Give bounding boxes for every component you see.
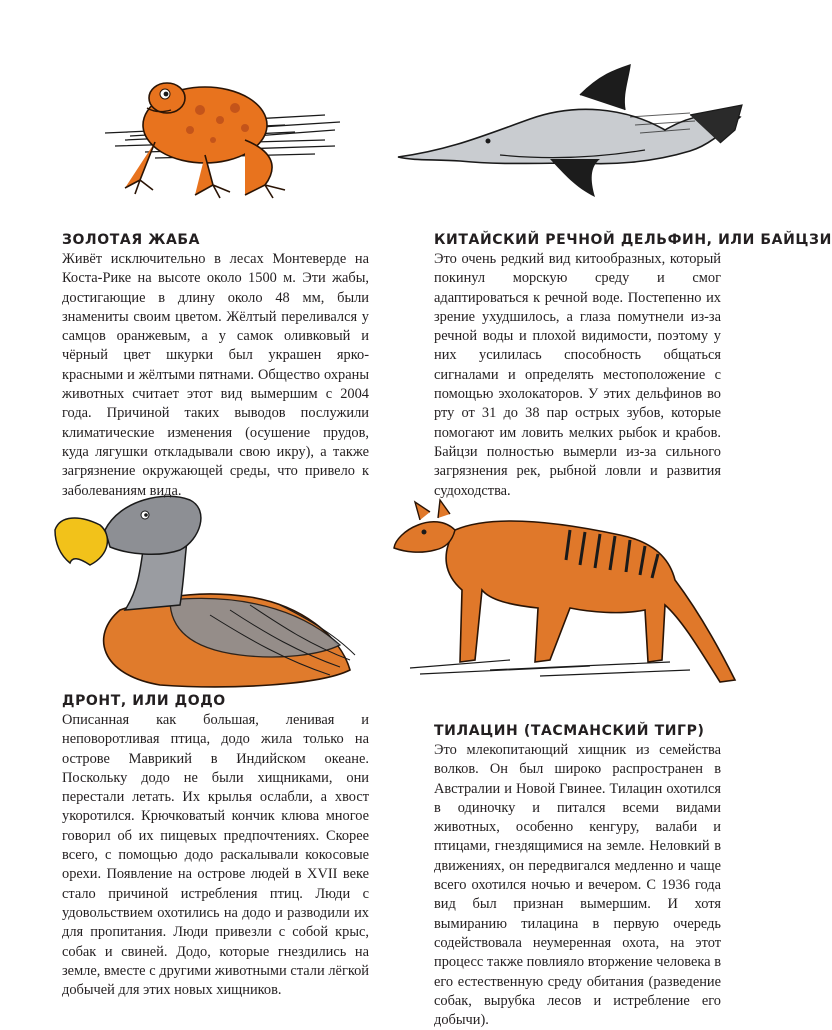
golden-toad-illustration: [95, 70, 365, 205]
article-body: Живёт исключительно в лесах Монтеверде на Коста-Рике на высоте около 1500 м. Эти жабы, достигающие в длину около 48 мм, были знамениты своим цветом. Жёлтый переливался у самцов оранжевым, а у самок оливковый и чёрный цвет шкурки был украшен ярко-красными и жёлтыми пятнами. Общество охраны животных считает этот вид вымершим с 2004 года. Причиной таких выводов послужили климатические изменения (осушение прудов, куда лягушки откладывали свою икру), а также загрязнение окружающей среды, что привело к заболеваниям вида.: [62, 251, 369, 499]
article-title: ДРОНТ, ИЛИ ДОДО: [62, 693, 226, 709]
article-body: Это млекопитающий хищник из семейства волков. Он был широко распространен в Австралии и Новой Гвинее. Тилацин охотился в одиночку и питался всеми видами животных, особенно кенгуру, валаби и птицами, гнездящимися на земле. Неловкий в движениях, он передвигался медленно и чаще всего охотился ночью и вечером. С 1936 года вид был признан вымершим. И хотя вымиранию тилацина в первую очередь содействовала неумеренная охота, на этот процесс также повлияло вторжение человека в его естественную среду обитания (разведение собак, вырубка лесов и истребление его добычи).: [434, 742, 721, 1029]
article-body: Описанная как большая, ленивая и неповоротливая птица, додо жила только на острове Маврикий в Индийском океане. Поскольку додо не были хищниками, они перестали летать. Их крылья ослабли, а хвост укоротился. Крючковатый кончик клюва многое говорил об их пищевых предпочтениях. Скорее всего, с помощью додо раскалывали кокосовые орехи. Появление на острове людей в XVII веке стало причиной истребления птиц. Люди с удовольствием охотились на додо и разводили их для пропитания. Люди привезли с собой крыс, собак и свиней. Додо, которые гнездились на земле, вместе с другими животными стали лёгкой добычей для этих новых хищников.: [62, 712, 369, 999]
article-dodo: [62, 693, 369, 1000]
article-golden-toad: [62, 232, 369, 501]
baiji-dolphin-illustration: [390, 55, 750, 205]
thylacine-illustration: [390, 490, 760, 690]
dodo-illustration: [50, 485, 360, 690]
article-title: КИТАЙСКИЙ РЕЧНОЙ ДЕЛЬФИН, ИЛИ БАЙЦЗИ: [434, 232, 832, 248]
article-thylacine: [434, 723, 721, 1030]
article-baiji: [434, 232, 832, 501]
article-title: ТИЛАЦИН (ТАСМАНСКИЙ ТИГР): [434, 723, 705, 739]
article-title: ЗОЛОТАЯ ЖАБА: [62, 232, 201, 248]
article-body: Это очень редкий вид китообразных, который покинул морскую среду и смог адаптироваться к речной воде. Постепенно их зрение ухудшилось, а глаза помутнели из-за речной воды и плохой видимости, поэтому у них усилилась способность общаться сигналами и определять местоположение с помощью эхолокаторов. У этих дельфинов во рту от 31 до 38 пар острых зубов, которые помогают им ловить мелких рыбок и крабов. Байцзи полностью вымерли из-за сильного загрязнения рек, рыбной ловли и развития судоходства.: [434, 251, 721, 499]
